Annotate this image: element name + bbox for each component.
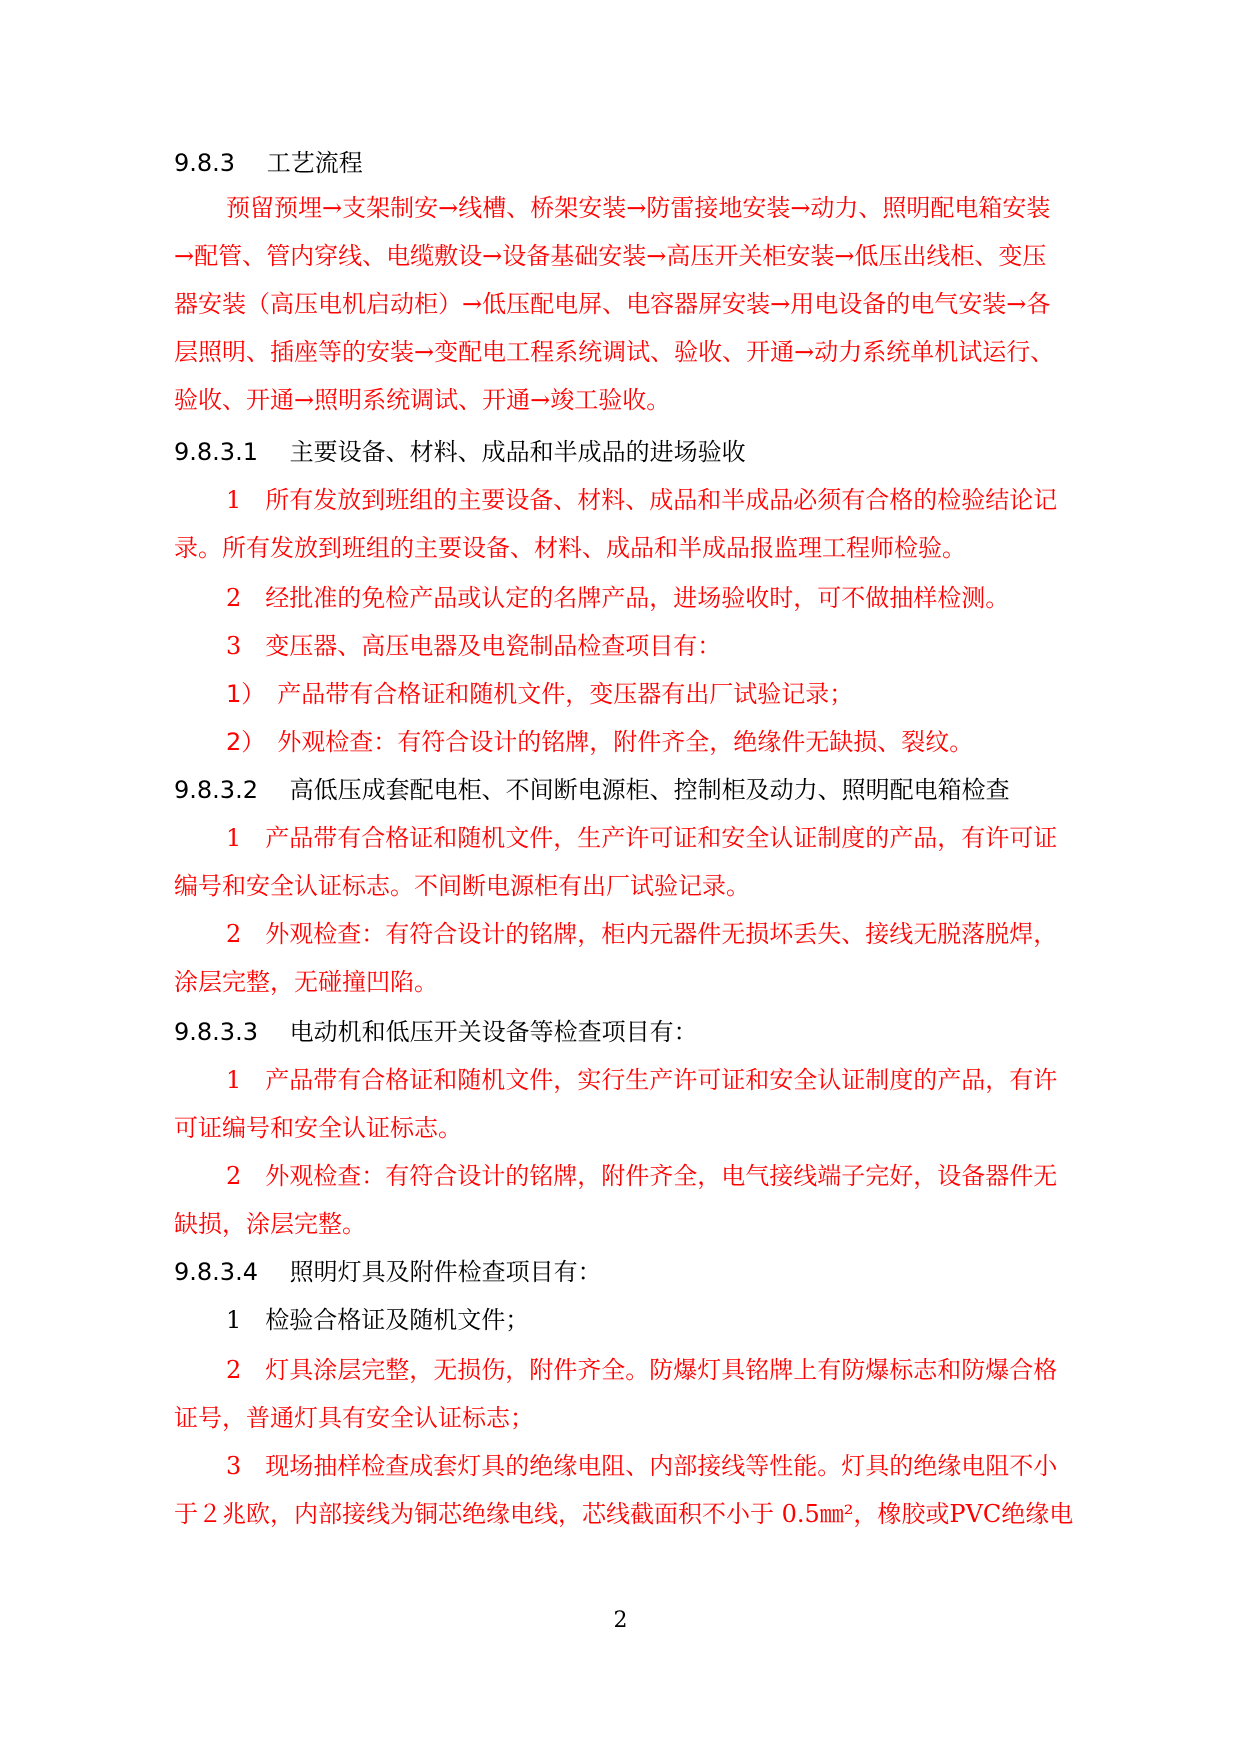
section-heading-9-8-3-3: 9.8.3.3 电动机和低压开关设备等检查项目有： [174, 1018, 698, 1046]
item-9-8-3-1-1-line-1: 1 所有发放到班组的主要设备、材料、成品和半成品必须有合格的检验结论记 [226, 486, 1058, 514]
item-9-8-3-3-2-line-2: 缺损，涂层完整。 [174, 1210, 366, 1238]
page-number: 2 [613, 1608, 628, 1633]
item-9-8-3-3-1-line-1: 1 产品带有合格证和随机文件，实行生产许可证和安全认证制度的产品，有许 [226, 1066, 1058, 1094]
item-9-8-3-4-3-line-1: 3 现场抽样检查成套灯具的绝缘电阻、内部接线等性能。灯具的绝缘电阻不小 [226, 1452, 1058, 1480]
process-flow-line-3: 器安装（高压电机启动柜）→低压配电屏、电容器屏安装→用电设备的电气安装→各 [174, 290, 1051, 318]
process-flow-line-4: 层照明、插座等的安装→变配电工程系统调试、验收、开通→动力系统单机试运行、 [174, 338, 1055, 366]
process-flow-line-2: →配管、管内穿线、电缆敷设→设备基础安装→高压开关柜安装→低压出线柜、变压 [174, 242, 1047, 270]
item-9-8-3-4-1: 1 检验合格证及随机文件； [226, 1306, 530, 1334]
item-9-8-3-3-2-line-1: 2 外观检查：有符合设计的铭牌，附件齐全，电气接线端子完好，设备器件无 [226, 1162, 1058, 1190]
item-9-8-3-4-2-line-1: 2 灯具涂层完整，无损伤，附件齐全。防爆灯具铭牌上有防爆标志和防爆合格 [226, 1356, 1058, 1384]
item-9-8-3-1-3-sub-2: 2） 外观检查：有符合设计的铭牌，附件齐全，绝缘件无缺损、裂纹。 [226, 728, 974, 756]
item-9-8-3-2-2-line-1: 2 外观检查：有符合设计的铭牌，柜内元器件无损坏丢失、接线无脱落脱焊， [226, 920, 1058, 948]
section-heading-9-8-3-1: 9.8.3.1 主要设备、材料、成品和半成品的进场验收 [174, 438, 746, 466]
item-9-8-3-3-1-line-2: 可证编号和安全认证标志。 [174, 1114, 462, 1142]
item-9-8-3-1-3-sub-1: 1） 产品带有合格证和随机文件，变压器有出厂试验记录； [226, 680, 854, 708]
item-9-8-3-4-3-line-2: 于２兆欧，内部接线为铜芯绝缘电线，芯线截面积不小于 0.5㎜²，橡胶或PVC绝缘电 [174, 1500, 1074, 1528]
item-9-8-3-2-1-line-1: 1 产品带有合格证和随机文件，生产许可证和安全认证制度的产品，有许可证 [226, 824, 1058, 852]
item-9-8-3-1-1-line-2: 录。所有发放到班组的主要设备、材料、成品和半成品报监理工程师检验。 [174, 534, 966, 562]
item-9-8-3-4-2-line-2: 证号，普通灯具有安全认证标志； [174, 1404, 534, 1432]
item-9-8-3-1-3: 3 变压器、高压电器及电瓷制品检查项目有： [226, 632, 722, 660]
process-flow-line-1: 预留预埋→支架制安→线槽、桥架安装→防雷接地安装→动力、照明配电箱安装 [226, 194, 1051, 222]
process-flow-line-5: 验收、开通→照明系统调试、开通→竣工验收。 [174, 386, 671, 414]
item-9-8-3-2-2-line-2: 涂层完整，无碰撞凹陷。 [174, 968, 438, 996]
section-heading-9-8-3: 9.8.3 工艺流程 [174, 149, 363, 177]
section-heading-9-8-3-2: 9.8.3.2 高低压成套配电柜、不间断电源柜、控制柜及动力、照明配电箱检查 [174, 776, 1010, 804]
item-9-8-3-1-2: 2 经批准的免检产品或认定的名牌产品，进场验收时，可不做抽样检测。 [226, 584, 1010, 612]
item-9-8-3-2-1-line-2: 编号和安全认证标志。不间断电源柜有出厂试验记录。 [174, 872, 750, 900]
section-heading-9-8-3-4: 9.8.3.4 照明灯具及附件检查项目有： [174, 1258, 602, 1286]
